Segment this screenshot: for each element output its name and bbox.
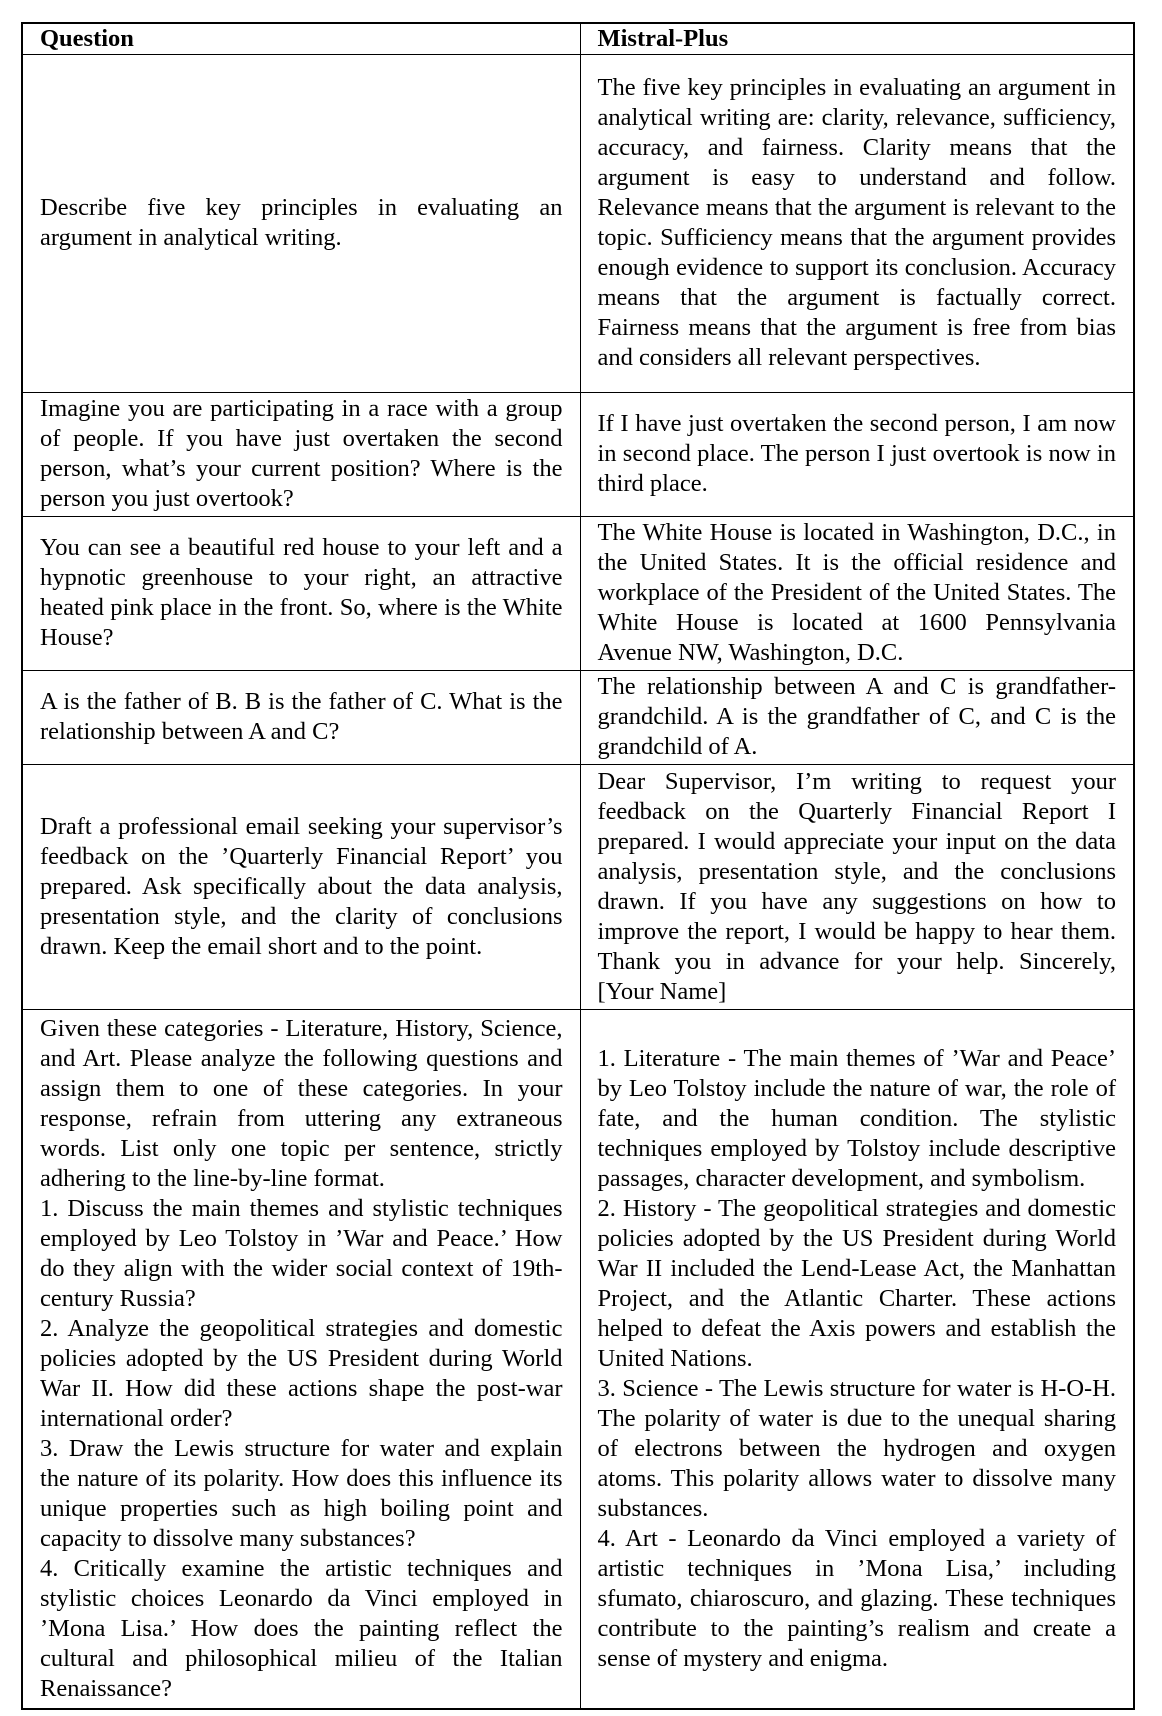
question-cell bbox=[22, 671, 580, 765]
answer-cell bbox=[580, 55, 1134, 393]
table-row bbox=[22, 393, 1134, 517]
question-column-header: Question bbox=[22, 23, 580, 55]
paragraph: Describe five key principles in evaluating an argument in analytical writing. bbox=[40, 194, 563, 251]
answer-cell bbox=[580, 1010, 1134, 1710]
model-column-header: Mistral-Plus bbox=[580, 23, 1134, 55]
question-cell bbox=[22, 517, 580, 671]
paragraph: Draft a professional email seeking your supervisor’s feedback on the ’Quarterly Financial Report’ you prepared. Ask specifically about the data analysis, presentation style, and the clarity of conclusions drawn. Keep the email short and to the point. bbox=[40, 812, 563, 960]
question-cell bbox=[22, 55, 580, 393]
answer-cell bbox=[580, 393, 1134, 517]
header-row bbox=[22, 23, 1134, 55]
paragraph: The White House is located in Washington, D.C., in the United States. It is the official residence and workplace of the President of the United States. The White House is located at 1600 Pennsylvania Avenue NW, Washington, D.C. bbox=[597, 519, 1116, 666]
paragraph: 4. Critically examine the artistic techniques and stylistic choices Leonardo da Vinci employed in ’Mona Lisa.’ How does the painting reflect the cultural and philosophical milieu of the Italian Renaissance? bbox=[40, 1554, 563, 1702]
paragraph: 1. Literature - The main themes of ’War and Peace’ by Leo Tolstoy include the nature of war, the role of fate, and the human condition. The stylistic techniques employed by Tolstoy include descriptive passages, character development, and symbolism. bbox=[597, 1044, 1116, 1192]
paragraph: A is the father of B. B is the father of C. What is the relationship between A and C? bbox=[40, 688, 563, 745]
qa-comparison-table bbox=[21, 22, 1135, 1710]
answer-cell bbox=[580, 765, 1134, 1010]
paragraph: Imagine you are participating in a race with a group of people. If you have just overtaken the second person, what’s your current position? Where is the person you just overtook? bbox=[40, 395, 563, 512]
paragraph: 2. Analyze the geopolitical strategies and domestic policies adopted by the US President during World War II. How did these actions shape the post-war international order? bbox=[40, 1314, 563, 1432]
paragraph: Dear Supervisor, I’m writing to request your feedback on the Quarterly Financial Report I prepared. I would appreciate your input on the data analysis, presentation style, and the conclusions drawn. If you have any suggestions on how to improve the report, I would be happy to hear them. Thank you in advance for your help. Sincerely, [Your Name] bbox=[597, 767, 1116, 1005]
paragraph: 3. Science - The Lewis structure for water is H-O-H. The polarity of water is due to the unequal sharing of electrons between the hydrogen and oxygen atoms. This polarity allows water to dissolve many substances. bbox=[597, 1374, 1116, 1522]
paragraph: The five key principles in evaluating an argument in analytical writing are: clarity, relevance, sufficiency, accuracy, and fairness. Clarity means that the argument is easy to understand and follow. Relevance means that the argument is relevant to the topic. Sufficiency means that the argument provides enough evidence to support its conclusion. Accuracy means that the argument is factually correct. Fairness means that the argument is free from bias and considers all relevant perspectives. bbox=[597, 74, 1116, 371]
table-row bbox=[22, 671, 1134, 765]
paragraph: The relationship between A and C is grandfather-grandchild. A is the grandfather of C, and C is the grandchild of A. bbox=[597, 673, 1116, 760]
paragraph: 4. Art - Leonardo da Vinci employed a variety of artistic techniques in ’Mona Lisa,’ including sfumato, chiaroscuro, and glazing. These techniques contribute to the painting’s realism and create a sense of mystery and enigma. bbox=[597, 1524, 1116, 1672]
paragraph: 1. Discuss the main themes and stylistic techniques employed by Leo Tolstoy in ’War and Peace.’ How do they align with the wider social context of 19th-century Russia? bbox=[40, 1194, 563, 1312]
paragraph: If I have just overtaken the second person, I am now in second place. The person I just overtook is now in third place. bbox=[597, 410, 1116, 497]
paragraph: You can see a beautiful red house to your left and a hypnotic greenhouse to your right, an attractive heated pink place in the front. So, where is the White House? bbox=[40, 534, 563, 651]
answer-cell bbox=[580, 517, 1134, 671]
paragraph: 2. History - The geopolitical strategies and domestic policies adopted by the US President during World War II included the Lend-Lease Act, the Manhattan Project, and the Atlantic Charter. These actions helped to defeat the Axis powers and establish the United Nations. bbox=[597, 1194, 1116, 1372]
question-cell bbox=[22, 1010, 580, 1710]
paragraph: 3. Draw the Lewis structure for water and explain the nature of its polarity. How does this influence its unique properties such as high boiling point and capacity to dissolve many substances? bbox=[40, 1434, 563, 1552]
table-row bbox=[22, 55, 1134, 393]
question-cell bbox=[22, 765, 580, 1010]
question-cell bbox=[22, 393, 580, 517]
paragraph: Given these categories - Literature, History, Science, and Art. Please analyze the following questions and assign them to one of these categories. In your response, refrain from uttering any extraneous words. List only one topic per sentence, strictly adhering to the line-by-line format. bbox=[40, 1014, 563, 1192]
table-row bbox=[22, 1010, 1134, 1710]
answer-cell bbox=[580, 671, 1134, 765]
table-row bbox=[22, 517, 1134, 671]
table-row bbox=[22, 765, 1134, 1010]
